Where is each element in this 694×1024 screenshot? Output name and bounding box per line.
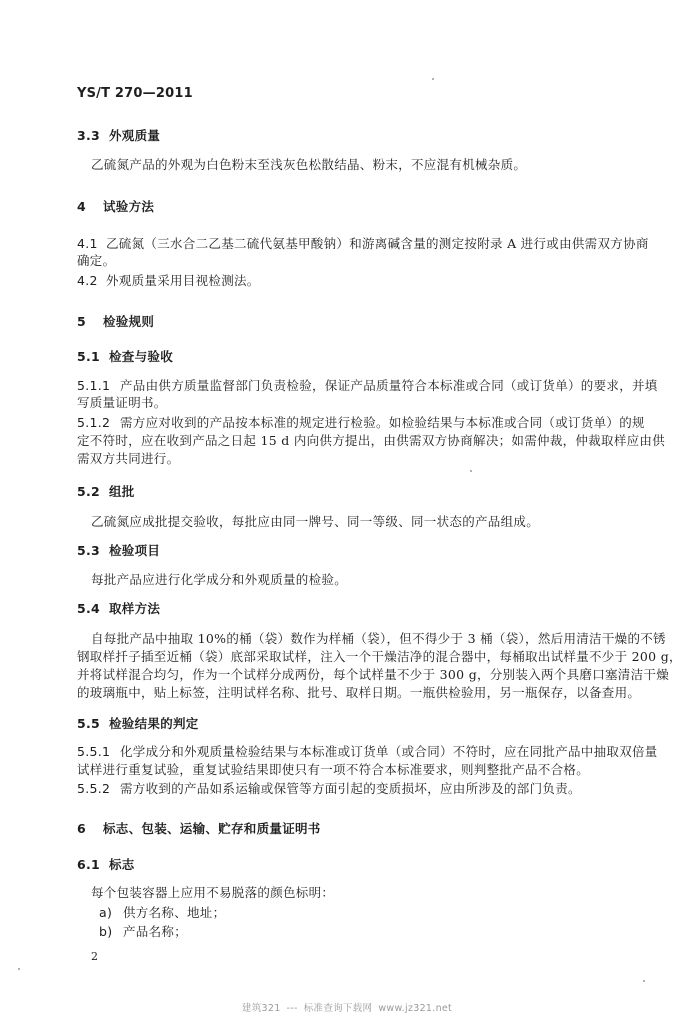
- section-5-3-text: 每批产品应进行化学成分和外观质量的检验。: [91, 572, 348, 587]
- footer-desc: 标准查询下载网: [303, 1003, 373, 1014]
- watermark-footer: [0, 1000, 694, 1014]
- section-6-1-heading: [77, 857, 135, 873]
- section-title: 标志: [109, 857, 135, 872]
- section-3-3-text: 乙硫氮产品的外观为白色粉末至浅灰色松散结晶、粉末，不应混有机械杂质。: [91, 157, 527, 172]
- list-item-b: [99, 924, 187, 940]
- section-5-2-text: 乙硫氮应成批提交验收，每批应由同一牌号、同一等级、同一状态的产品组成。: [91, 514, 540, 529]
- section-5-1-2-line-2: 定不符时，应在收到产品之日起 15 d 内向供方提出，由供需双方协商解决；如需仲裁，仲裁取样应由供: [77, 433, 666, 448]
- section-number: 4: [77, 199, 86, 214]
- footer-site: 建筑321: [241, 1003, 281, 1014]
- section-5-5-1-line-1: [77, 744, 658, 760]
- section-text: 乙硫氮（三水合二乙基二硫代氨基甲酸钠）和游离碱含量的测定按附录 A 进行或由供需双方协商: [106, 236, 649, 251]
- footer-url: www.jz321.net: [378, 1003, 453, 1014]
- section-number: 5.1.2: [77, 415, 111, 430]
- section-5-2-heading: [77, 484, 135, 500]
- standard-code: YS/T 270—2011: [77, 86, 193, 101]
- section-text: 需方应对收到的产品按本标准的规定进行检验。如检验结果与本标准或合同（或订货单）的规: [120, 415, 645, 430]
- scan-speck: [18, 968, 20, 970]
- section-title: 检验结果的判定: [109, 716, 199, 731]
- section-5-5-2: [77, 781, 581, 797]
- section-number: 4.1: [77, 236, 98, 251]
- section-number: 5: [77, 314, 86, 329]
- section-title: 检验项目: [109, 543, 161, 558]
- section-number: 4.2: [77, 273, 98, 288]
- section-number: 5.1.1: [77, 378, 111, 393]
- section-5-4-line-4: 的玻璃瓶中，贴上标签，注明试样名称、批号、取样日期。一瓶供检验用，另一瓶保存，以备查用。: [77, 685, 641, 700]
- list-item-a: [99, 905, 225, 921]
- scan-speck: [432, 78, 434, 80]
- section-5-5-1-line-2: 试样进行重复试验，重复试验结果即使只有一项不符合本标准要求，则判整批产品不合格。: [77, 762, 590, 777]
- section-3-3-heading: [77, 128, 160, 144]
- scan-speck: [470, 470, 472, 472]
- section-5-5-heading: [77, 716, 199, 732]
- page-number: 2: [91, 950, 98, 963]
- section-number: 5.1: [77, 349, 101, 364]
- section-5-1-2-line-3: 需双方共同进行。: [77, 451, 180, 466]
- section-text: 化学成分和外观质量检验结果与本标准或订货单（或合同）不符时，应在同批产品中抽取双倍量: [120, 744, 658, 759]
- list-text: 产品名称；: [123, 924, 188, 939]
- section-title: 取样方法: [109, 601, 161, 616]
- section-title: 检验规则: [103, 314, 155, 329]
- section-text: 需方收到的产品如系运输或保管等方面引起的变质损坏，应由所涉及的部门负责。: [120, 781, 581, 796]
- section-5-4-line-1: 自每批产品中抽取 10%的桶（袋）数作为样桶（袋），但不得少于 3 桶（袋），然后用清洁干燥的不锈: [91, 631, 666, 646]
- section-title: 检查与验收: [109, 349, 174, 364]
- section-number: 6: [77, 821, 86, 836]
- footer-separator: ---: [286, 1003, 298, 1014]
- list-text: 供方名称、地址；: [123, 905, 226, 920]
- section-5-3-heading: [77, 543, 160, 559]
- section-5-1-heading: [77, 349, 173, 365]
- section-number: 5.5.2: [77, 781, 111, 796]
- section-5-1-2-line-1: [77, 415, 645, 431]
- section-5-4-line-3: 并将试样混合均匀，作为一个试样分成两份，每个试样量不少于 300 g，分别装入两个具磨口塞清洁干燥: [77, 667, 670, 682]
- section-4-1-line-1: [77, 236, 649, 252]
- section-title: 试验方法: [103, 199, 155, 214]
- list-label: a): [99, 905, 113, 920]
- section-number: 6.1: [77, 857, 101, 872]
- section-title: 标志、包装、运输、贮存和质量证明书: [103, 821, 321, 836]
- section-text: 外观质量采用目视检测法。: [106, 273, 260, 288]
- section-title: 组批: [109, 484, 135, 499]
- section-5-1-1-line-1: [77, 378, 658, 394]
- section-number: 5.5: [77, 716, 101, 731]
- section-title: 外观质量: [109, 128, 161, 143]
- section-number: 5.5.1: [77, 744, 111, 759]
- section-5-heading: [77, 314, 154, 330]
- scan-speck: [643, 980, 645, 982]
- list-label: b): [99, 924, 113, 939]
- section-4-1-line-2: 确定。: [77, 253, 116, 268]
- section-6-heading: [77, 821, 321, 837]
- section-4-2: [77, 273, 260, 289]
- section-5-4-line-2: 钢取样扦子插至近桶（袋）底部采取试样，注入一个干燥洁净的混合器中，每桶取出试样量不少于 200 g，: [77, 649, 682, 664]
- section-5-1-1-line-2: 写质量证明书。: [77, 395, 167, 410]
- section-number: 5.3: [77, 543, 101, 558]
- section-5-4-heading: [77, 601, 160, 617]
- section-number: 5.2: [77, 484, 101, 499]
- section-6-1-text: 每个包装容器上应用不易脱落的颜色标明：: [91, 885, 335, 900]
- section-number: 5.4: [77, 601, 101, 616]
- section-text: 产品由供方质量监督部门负责检验，保证产品质量符合本标准或合同（或订货单）的要求，并填: [120, 378, 658, 393]
- section-number: 3.3: [77, 128, 101, 143]
- section-4-heading: [77, 199, 154, 215]
